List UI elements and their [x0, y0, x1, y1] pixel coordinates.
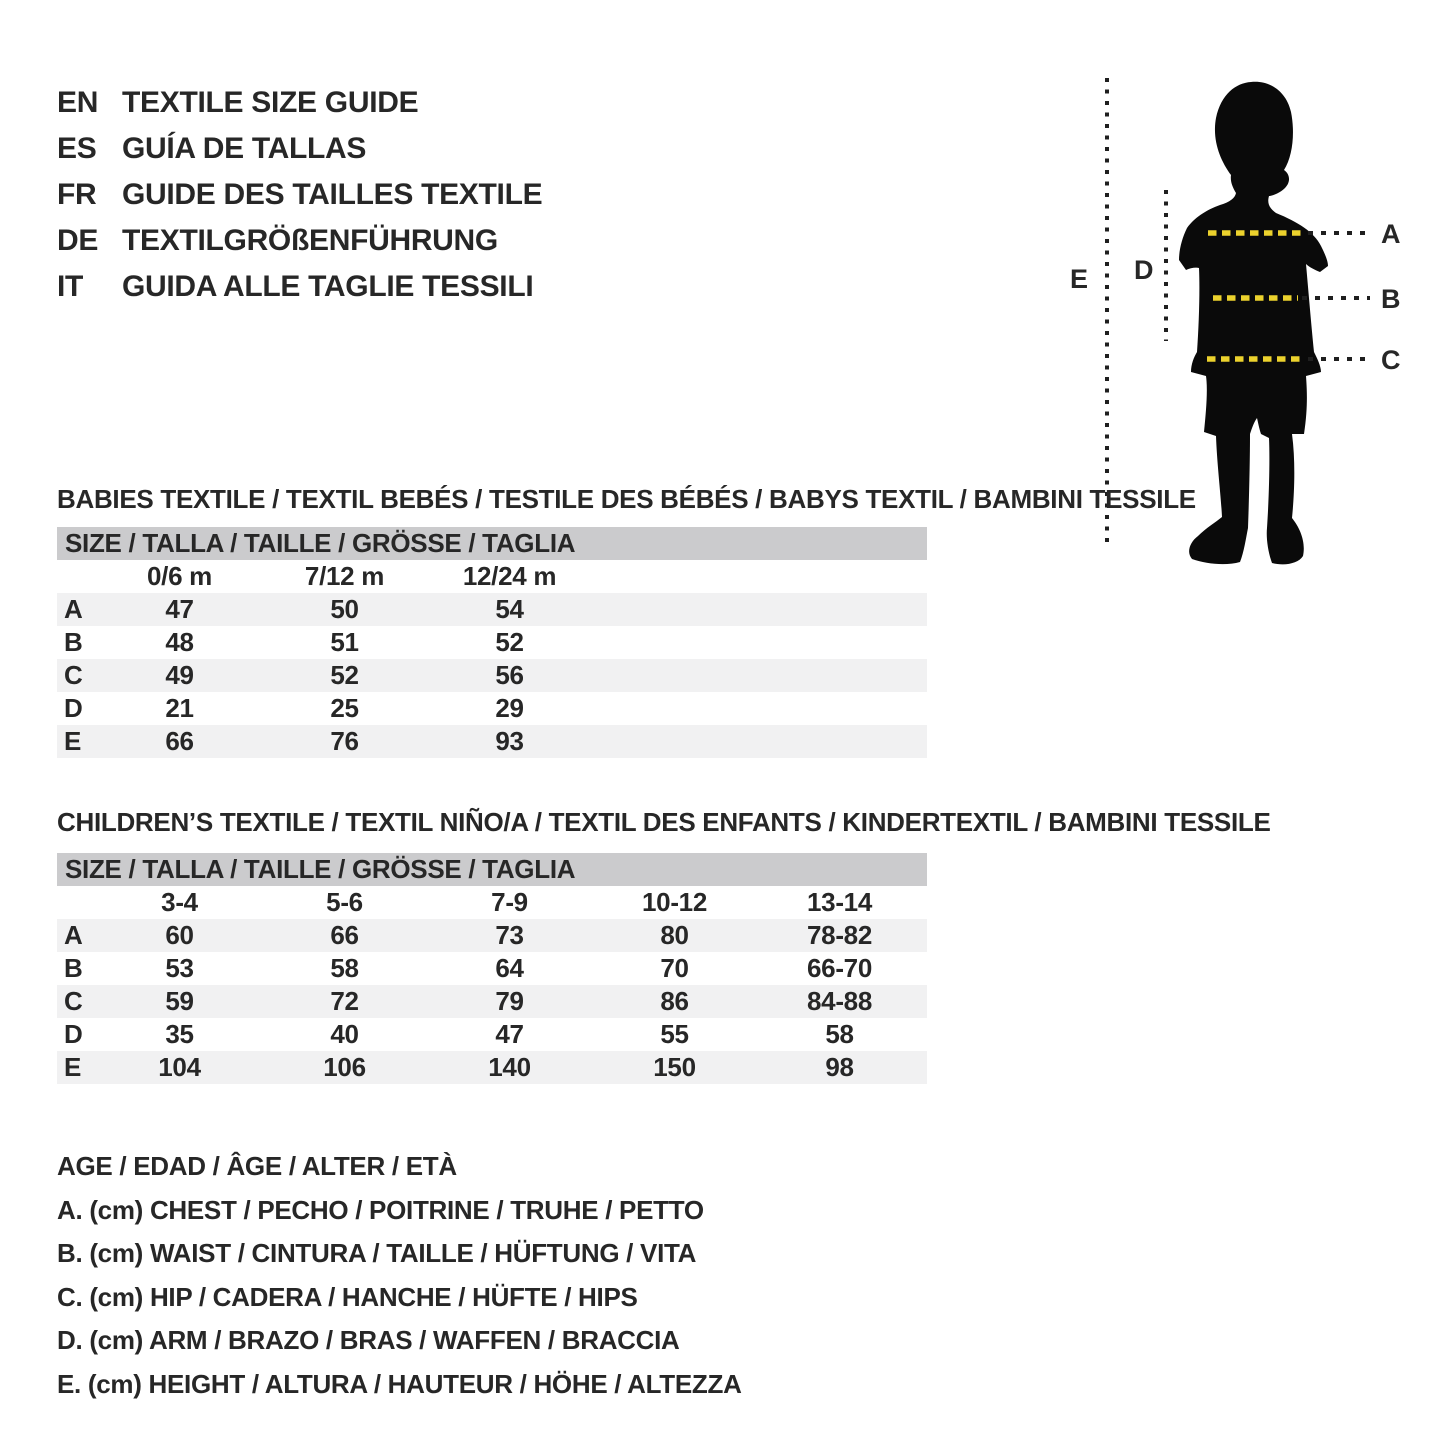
table-row [57, 725, 927, 758]
measure-label-b: B [1381, 284, 1401, 314]
table-value: 29 [495, 693, 524, 723]
row-label: B [64, 953, 83, 983]
language-row-en [57, 80, 542, 126]
table-value: 47 [495, 1019, 524, 1049]
table-row [57, 1051, 927, 1084]
legend-line-age: AGE / EDAD / ÂGE / ALTER / ETÀ [57, 1151, 457, 1182]
row-label: D [64, 1019, 83, 1049]
table-value: 66 [165, 726, 194, 756]
table-value: 93 [495, 726, 524, 756]
language-row-es [57, 126, 542, 172]
row-label: C [64, 660, 83, 690]
table-value: 54 [495, 594, 524, 624]
language-code: DE [57, 224, 99, 257]
legend-line-height: E. (cm) HEIGHT / ALTURA / HAUTEUR / HÖHE / ALTEZZA [57, 1368, 742, 1399]
legend-line-hip: C. (cm) HIP / CADERA / HANCHE / HÜFTE / HIPS [57, 1281, 638, 1312]
measure-label-d: D [1134, 255, 1154, 285]
language-title: GUÍA DE TALLAS [122, 132, 367, 165]
table-value: 40 [330, 1019, 359, 1049]
row-label: A [64, 920, 83, 950]
language-row-it [57, 264, 542, 310]
measure-label-c: C [1381, 345, 1401, 375]
measure-label-a: A [1381, 219, 1401, 249]
table-row [57, 1018, 927, 1051]
table-value: 79 [495, 986, 524, 1016]
legend-line-chest: A. (cm) CHEST / PECHO / POITRINE / TRUHE / PETTO [57, 1194, 704, 1225]
table-value: 73 [495, 920, 524, 950]
column-header: 3-4 [161, 887, 198, 917]
size-header-bar: SIZE / TALLA / TAILLE / GRÖSSE / TAGLIA [57, 853, 927, 886]
table-value: 52 [330, 660, 359, 690]
table-value: 150 [653, 1052, 696, 1082]
column-header: 7-9 [491, 887, 528, 917]
table-value: 52 [495, 627, 524, 657]
language-title: GUIDA ALLE TAGLIE TESSILI [122, 270, 534, 303]
language-title: GUIDE DES TAILLES TEXTILE [122, 178, 543, 211]
table-value: 21 [165, 693, 194, 723]
row-label: A [64, 594, 83, 624]
table-value: 86 [660, 986, 689, 1016]
column-header: 13-14 [807, 887, 872, 917]
row-label: D [64, 693, 83, 723]
language-title-block [57, 80, 542, 310]
table-value: 70 [660, 953, 689, 983]
table-value: 84-88 [807, 986, 872, 1016]
row-label: B [64, 627, 83, 657]
table-value: 104 [158, 1052, 201, 1082]
language-title: TEXTILGRÖßENFÜHRUNG [122, 224, 498, 257]
measurement-legend [57, 1145, 742, 1406]
table-value: 48 [165, 627, 194, 657]
table-row [57, 626, 927, 659]
table-row [57, 919, 927, 952]
column-header: 12/24 m [462, 561, 557, 591]
table-value: 35 [165, 1019, 194, 1049]
table-value: 55 [660, 1019, 689, 1049]
children-section-title: CHILDREN’S TEXTILE / TEXTIL NIÑO/A / TEXTIL DES ENFANTS / KINDERTEXTIL / BAMBINI TESSILE [57, 807, 1271, 837]
column-header: 7/12 m [304, 561, 385, 591]
language-code: FR [57, 178, 97, 211]
table-value: 50 [330, 594, 359, 624]
table-value: 80 [660, 920, 689, 950]
table-value: 25 [330, 693, 359, 723]
table-value: 56 [495, 660, 524, 690]
table-value: 76 [330, 726, 359, 756]
language-row-fr [57, 172, 542, 218]
table-value: 53 [165, 953, 194, 983]
table-value: 72 [330, 986, 359, 1016]
table-value: 49 [165, 660, 194, 690]
row-label: C [64, 986, 83, 1016]
language-row-de [57, 218, 542, 264]
babies-size-table [57, 527, 927, 758]
table-row [57, 659, 927, 692]
column-header: 0/6 m [147, 561, 212, 591]
children-size-table [57, 853, 927, 1084]
child-silhouette-icon [1179, 82, 1328, 565]
table-value: 66-70 [807, 953, 872, 983]
row-label: E [64, 1052, 82, 1082]
table-value: 60 [165, 920, 194, 950]
table-row [57, 593, 927, 626]
column-header-row [57, 560, 927, 593]
measure-label-e: E [1070, 264, 1088, 294]
size-header-bar: SIZE / TALLA / TAILLE / GRÖSSE / TAGLIA [57, 527, 927, 560]
table-value: 58 [330, 953, 359, 983]
column-header: 10-12 [642, 887, 707, 917]
table-value: 64 [495, 953, 524, 983]
table-value: 47 [165, 594, 194, 624]
babies-section-title: BABIES TEXTILE / TEXTIL BEBÉS / TESTILE DES BÉBÉS / BABYS TEXTIL / BAMBINI TESSILE [57, 484, 1196, 514]
table-value: 140 [488, 1052, 531, 1082]
language-code: ES [57, 132, 97, 165]
row-label: E [64, 726, 82, 756]
table-value: 66 [330, 920, 359, 950]
measurement-figure [1040, 60, 1445, 605]
language-title: TEXTILE SIZE GUIDE [122, 86, 419, 119]
table-row [57, 952, 927, 985]
table-value: 98 [825, 1052, 854, 1082]
table-value: 106 [323, 1052, 366, 1082]
table-value: 51 [330, 627, 359, 657]
table-row [57, 692, 927, 725]
table-row [57, 985, 927, 1018]
table-value: 58 [825, 1019, 854, 1049]
language-code: EN [57, 86, 99, 119]
legend-line-arm: D. (cm) ARM / BRAZO / BRAS / WAFFEN / BRACCIA [57, 1325, 680, 1356]
column-header: 5-6 [326, 887, 363, 917]
legend-line-waist: B. (cm) WAIST / CINTURA / TAILLE / HÜFTUNG / VITA [57, 1238, 697, 1269]
table-value: 78-82 [807, 920, 872, 950]
language-code: IT [57, 270, 84, 303]
table-value: 59 [165, 986, 194, 1016]
column-header-row [57, 886, 927, 919]
